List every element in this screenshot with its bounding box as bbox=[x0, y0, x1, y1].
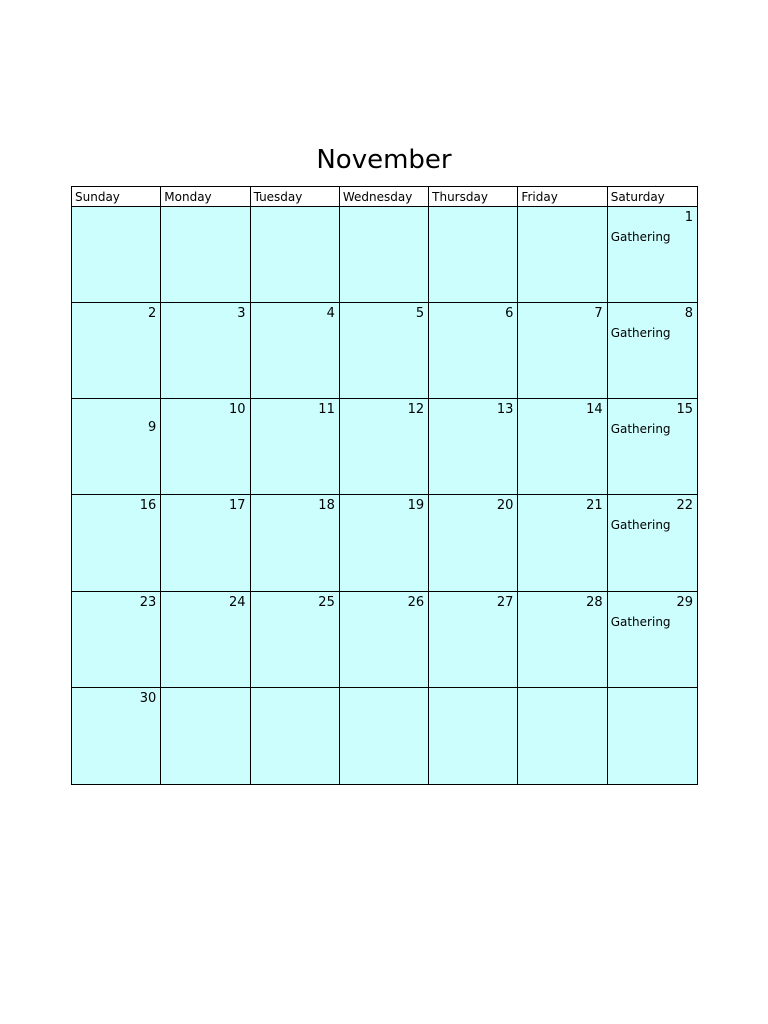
day-cell bbox=[251, 303, 340, 399]
day-cell bbox=[518, 399, 607, 495]
day-number: 15 bbox=[676, 402, 693, 418]
day-cell bbox=[429, 592, 518, 688]
day-number: 13 bbox=[496, 402, 514, 418]
day-cell bbox=[518, 303, 607, 399]
day-number: 28 bbox=[586, 594, 603, 610]
day-number: 24 bbox=[229, 594, 246, 610]
calendar-grid bbox=[71, 186, 698, 785]
day-cell bbox=[608, 688, 697, 784]
weekday-header-wednesday: Wednesday bbox=[340, 187, 429, 207]
event-label: Gathering bbox=[610, 230, 671, 244]
day-number: 1 bbox=[684, 210, 693, 225]
day-cell bbox=[608, 303, 697, 399]
day-number: 4 bbox=[326, 306, 335, 322]
day-cell bbox=[340, 399, 429, 495]
day-cell bbox=[340, 207, 429, 303]
day-cell bbox=[429, 303, 518, 399]
day-cell bbox=[251, 592, 340, 688]
day-number: 18 bbox=[318, 498, 335, 514]
day-number: 6 bbox=[505, 306, 514, 322]
day-cell bbox=[72, 399, 161, 495]
day-number: 8 bbox=[684, 306, 693, 322]
weekday-header-friday: Friday bbox=[518, 187, 607, 207]
day-cell bbox=[251, 495, 340, 591]
day-number: 14 bbox=[586, 402, 603, 418]
event-label: Gathering bbox=[610, 518, 671, 533]
weekday-header-sunday: Sunday bbox=[72, 187, 161, 207]
day-number: 17 bbox=[229, 498, 246, 514]
day-number: 30 bbox=[139, 690, 157, 706]
day-number: 19 bbox=[407, 498, 425, 514]
day-cell bbox=[340, 592, 429, 688]
day-cell bbox=[518, 592, 607, 688]
day-cell bbox=[608, 399, 697, 495]
weekday-header-thursday: Thursday bbox=[429, 187, 518, 207]
day-cell bbox=[161, 495, 250, 591]
day-cell bbox=[608, 207, 697, 303]
month-title: November bbox=[316, 145, 452, 175]
day-number: 23 bbox=[139, 594, 157, 610]
day-number: 26 bbox=[407, 594, 425, 610]
day-cell bbox=[251, 688, 340, 784]
day-cell bbox=[72, 592, 161, 688]
day-cell bbox=[608, 495, 697, 591]
day-number: 10 bbox=[229, 402, 246, 418]
day-cell bbox=[251, 207, 340, 303]
day-number: 5 bbox=[415, 306, 425, 322]
day-number: 22 bbox=[676, 498, 693, 514]
day-cell bbox=[608, 592, 697, 688]
day-number: 7 bbox=[594, 306, 603, 322]
day-number: 20 bbox=[496, 498, 514, 514]
day-number: 21 bbox=[586, 498, 603, 514]
weekday-header-saturday: Saturday bbox=[608, 187, 697, 207]
day-number: 9 bbox=[148, 420, 157, 436]
day-cell bbox=[161, 207, 250, 303]
day-cell bbox=[429, 207, 518, 303]
event-label: Gathering bbox=[610, 326, 671, 341]
day-cell bbox=[518, 207, 607, 303]
day-cell bbox=[161, 399, 250, 495]
day-cell bbox=[72, 207, 161, 303]
day-cell bbox=[340, 688, 429, 784]
weekday-header-monday: Monday bbox=[161, 187, 250, 207]
day-number: 2 bbox=[148, 306, 157, 322]
day-number: 12 bbox=[407, 402, 425, 418]
day-cell bbox=[161, 688, 250, 784]
weekday-header-tuesday: Tuesday bbox=[251, 187, 340, 207]
day-cell bbox=[429, 399, 518, 495]
day-cell bbox=[161, 592, 250, 688]
day-cell bbox=[72, 303, 161, 399]
day-number: 11 bbox=[318, 402, 335, 418]
day-cell bbox=[340, 303, 429, 399]
day-cell bbox=[429, 688, 518, 784]
day-cell bbox=[72, 688, 161, 784]
day-cell bbox=[161, 303, 250, 399]
day-cell bbox=[518, 688, 607, 784]
day-cell bbox=[518, 495, 607, 591]
day-cell bbox=[340, 495, 429, 591]
event-label: Gathering bbox=[610, 422, 671, 437]
day-cell bbox=[72, 495, 161, 591]
day-cell bbox=[251, 399, 340, 495]
day-number: 16 bbox=[139, 498, 157, 514]
day-number: 25 bbox=[318, 594, 335, 610]
day-cell bbox=[429, 495, 518, 591]
event-label: Gathering bbox=[610, 614, 671, 629]
day-number: 27 bbox=[496, 594, 514, 610]
day-number: 3 bbox=[237, 306, 246, 322]
day-number: 29 bbox=[676, 594, 693, 610]
